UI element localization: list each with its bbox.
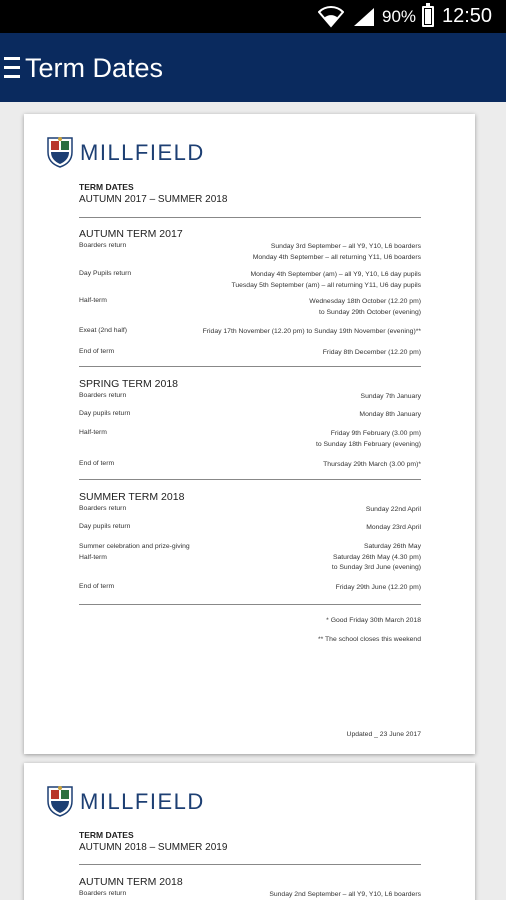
term-title-spring: SPRING TERM 2018 <box>79 378 179 390</box>
divider <box>79 366 421 367</box>
menu-icon[interactable] <box>4 57 20 79</box>
divider <box>79 479 421 480</box>
pdf-viewer[interactable] <box>0 102 506 900</box>
doc-heading: TERM DATES <box>79 182 134 192</box>
divider <box>79 217 421 218</box>
divider <box>79 604 421 605</box>
term-title-autumn: AUTUMN TERM 2017 <box>79 228 183 240</box>
status-bar <box>0 0 506 33</box>
pdf-page: MILLFIELD TERM DATES AUTUMN 2018 – SUMMER 2019 AUTUMN TERM 2018 Boarders return Sunday 2nd September – all Y9, Y10, L6 boarders <box>24 763 475 900</box>
page-title: Term Dates <box>25 53 164 83</box>
pdf-page: MILLFIELD TERM DATES AUTUMN 2017 – SUMMER 2018 AUTUMN TERM 2017 Boarders return Sunday 3rd September – all Y9, Y10, L6 boarders Monday 4th September – all returning Y11, U6 boarders Day Pupils return Monday 4th September (am) – all Y9, Y10, L6 day pupils Tuesday 5th September (am) – all returning Y11, U6 day pupils Half-term Wednesday 18th October (12.20 pm) to Sunday 29th October (evening) Exeat (2nd half) Friday 17th November (12.20 pm) to Sunday 19th November (evening)** End of term Friday 8th December (12.20 pm) SPRING TERM 2018 Boarders return Sunday 7th January Day pupils return Monday 8th January Half-term Friday 9th February (3.00 pm) to Sunday 18th February (evening) End of term Thursday 29th March (3.00 pm)* SUMMER TERM 2018 Boarders return Sunday 22nd April Day pupils return Monday 23rd April Summer celebration and prize-giving Half-term Saturday 26th May Saturday 26th May (4.30 pm) to Sunday 3rd June (evening) End of term Friday 29th June (12.20 pm) * Good Friday 30th March 2018 ** The school closes this weekend Updated _ 23 June 2017 <box>24 114 475 754</box>
battery-icon <box>422 6 434 27</box>
wifi-icon <box>318 4 344 28</box>
footnote: * Good Friday 30th March 2018 <box>326 617 421 624</box>
doc-subheading: AUTUMN 2017 – SUMMER 2018 <box>79 194 228 205</box>
clock: 12:50 <box>442 5 493 27</box>
logo-text: MILLFIELD <box>80 140 205 165</box>
footnote: ** The school closes this weekend <box>317 636 421 643</box>
term-title-summer: SUMMER TERM 2018 <box>79 491 185 503</box>
logo-text: MILLFIELD <box>80 789 205 814</box>
app-bar <box>0 33 506 102</box>
signal-icon <box>352 6 376 28</box>
crest-icon <box>46 136 74 168</box>
crest-icon <box>46 785 74 817</box>
term-title-autumn: AUTUMN TERM 2018 <box>79 876 183 888</box>
divider <box>79 864 421 865</box>
updated-note: Updated _ 23 June 2017 <box>346 731 421 738</box>
battery-percent: 90% <box>382 7 417 26</box>
doc-heading: TERM DATES <box>79 830 134 840</box>
doc-subheading: AUTUMN 2018 – SUMMER 2019 <box>79 842 228 853</box>
